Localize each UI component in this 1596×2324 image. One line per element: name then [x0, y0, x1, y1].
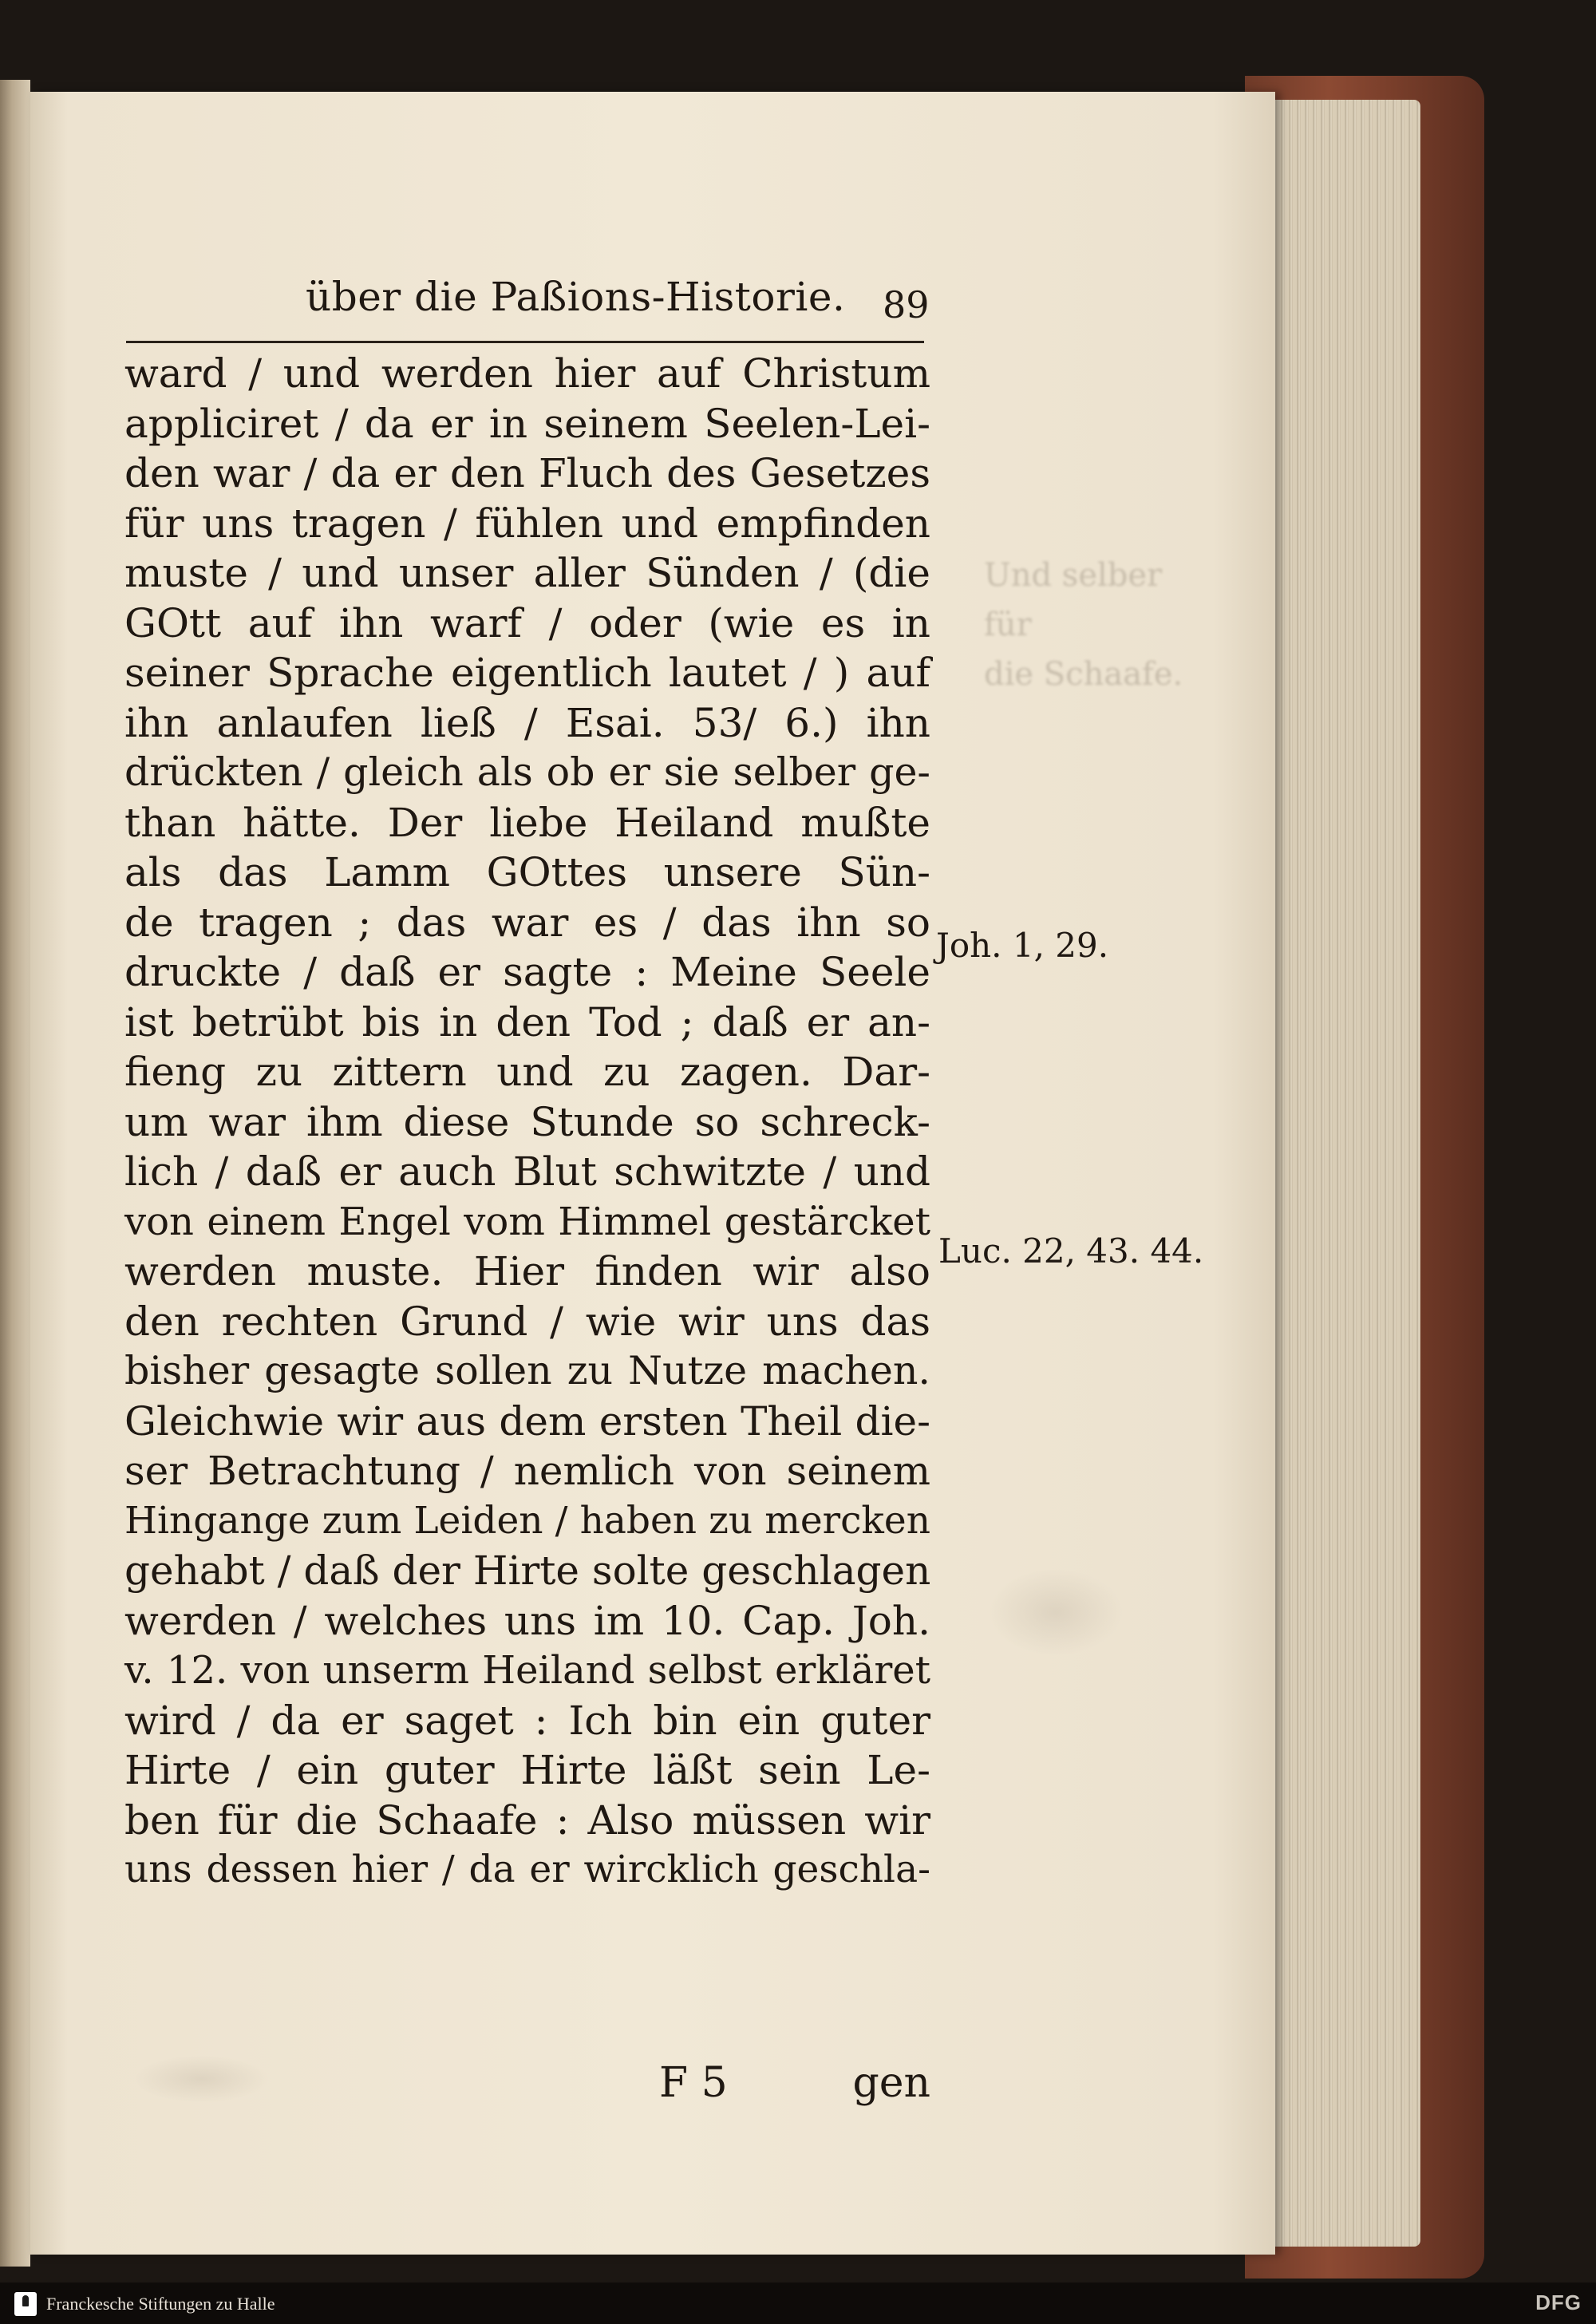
viewer-footer	[0, 2282, 1596, 2324]
text-line: ist betrübt bis in den Tod ; daß er an-	[124, 998, 930, 1045]
margin-note-bible-reference: Luc. 22, 43. 44.	[938, 1231, 1204, 1271]
text-line: ben für die Schaafe : Also müssen wir	[124, 1796, 930, 1844]
text-line: muste / und unser aller Sünden / (die	[124, 550, 930, 596]
text-line: lich / daß er auch Blut schwitzte / und	[124, 1148, 930, 1195]
text-line: fieng zu zittern und zu zagen. Dar-	[124, 1049, 930, 1095]
text-line: als das Lamm GOttes unsere Sün-	[124, 849, 930, 895]
text-line: werden muste. Hier finden wir also	[124, 1248, 930, 1294]
page-number: 89	[883, 283, 930, 326]
text-line: seiner Sprache eigentlich lautet / ) auf	[124, 650, 930, 696]
running-head: über die Paßions-Historie.	[306, 274, 846, 320]
institution-name[interactable]: Franckesche Stiftungen zu Halle	[46, 2294, 275, 2314]
text-line: v. 12. von unserm Heiland selbst erkläret	[124, 1648, 930, 1693]
book-page	[30, 92, 1275, 2255]
page-fore-edge	[1261, 100, 1420, 2247]
text-line: den rechten Grund / wie wir uns das	[124, 1298, 930, 1345]
text-line: de tragen ; das war es / das ihn so	[124, 899, 930, 946]
text-line: für uns tragen / fühlen und empfinden	[124, 500, 930, 547]
text-line: GOtt auf ihn warf / oder (wie es in	[124, 599, 930, 646]
text-line: Hingange zum Leiden / haben zu mercken	[124, 1498, 930, 1543]
show-through-text	[984, 551, 1199, 693]
text-line: um war ihm diese Stunde so schreck-	[124, 1098, 930, 1145]
signature-mark: F 5	[659, 2059, 728, 2107]
text-line: den war / da er den Fluch des Gesetzes	[124, 450, 930, 496]
text-line: bisher gesagte sollen zu Nutze machen.	[124, 1348, 930, 1393]
institution-logo-icon[interactable]	[14, 2292, 37, 2316]
text-line: Gleichwie wir aus dem ersten Theil die-	[124, 1397, 930, 1445]
dfg-logo[interactable]: DFG	[1535, 2290, 1582, 2314]
text-line: Hirte / ein guter Hirte läßt sein Le-	[124, 1747, 930, 1793]
show-through-line: die Schaafe.	[984, 656, 1183, 693]
margin-note-bible-reference: Joh. 1, 29.	[936, 926, 1109, 965]
catchword: gen	[852, 2059, 930, 2107]
text-line: gehabt / daß der Hirte solte geschlagen	[124, 1547, 931, 1594]
body-text	[124, 349, 930, 1895]
text-line: druckte / daß er sagte : Meine Seele	[124, 949, 930, 995]
text-line: werden / welches uns im 10. Cap. Joh.	[124, 1597, 930, 1644]
text-line: ihn anlaufen ließ / Esai. 53/ 6.) ihn	[124, 699, 930, 746]
text-line: von einem Engel vom Himmel gestärcket	[124, 1199, 930, 1244]
text-line: appliciret / da er in seinem Seelen-Lei-	[124, 400, 930, 447]
text-line: uns dessen hier / da er wircklich geschla-	[124, 1848, 930, 1891]
text-line: ser Betrachtung / nemlich von seinem	[124, 1448, 930, 1494]
text-line: wird / da er saget : Ich bin ein guter	[124, 1697, 930, 1744]
header-rule	[126, 341, 924, 343]
text-line: than hätte. Der liebe Heiland mußte	[124, 799, 930, 846]
previous-page-edge	[0, 80, 30, 2267]
text-line: drückten / gleich als ob er sie selber ge-	[124, 749, 930, 795]
show-through-smudge	[988, 1568, 1124, 1656]
catchline	[124, 2059, 930, 2123]
text-line: ward / und werden hier auf Christum	[124, 350, 930, 397]
show-through-line: Und selber für	[984, 557, 1163, 643]
